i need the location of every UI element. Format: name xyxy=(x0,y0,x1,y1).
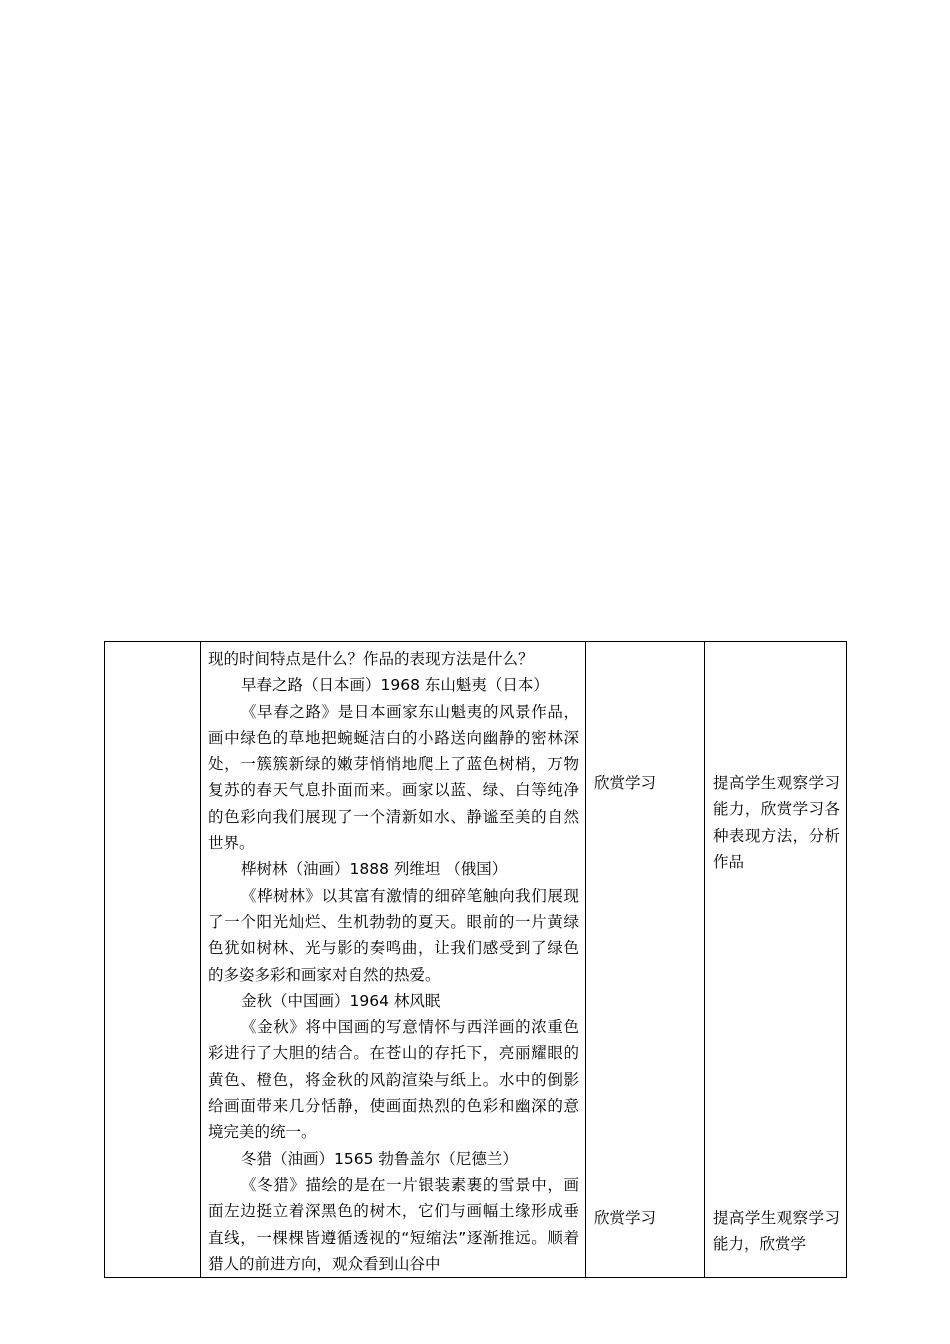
artwork-title: 桦树林（油画）1888 列维坦 （俄国） xyxy=(241,860,508,879)
artwork-title: 早春之路（日本画）1968 东山魁夷（日本） xyxy=(241,676,549,695)
lesson-plan-table xyxy=(104,641,847,1278)
activity-text: 欣赏学习 xyxy=(594,774,657,792)
purpose-cell xyxy=(705,642,847,1278)
activity-column xyxy=(586,642,704,1254)
purpose-text: 提高学生观察学习能力，欣赏学习各种表现方法，分析作品 xyxy=(713,774,840,871)
blank-cell xyxy=(105,642,201,1278)
paragraph: 《桦树林》以其富有激情的细碎笔触向我们展现了一个阳光灿烂、生机勃勃的夏天。眼前的一片黄绿色犹如树林、光与影的奏鸣曲，让我们感受到了绿色的多姿多彩和画家对自然的热爱。 xyxy=(208,886,579,984)
paragraph: 《早春之路》是日本画家东山魁夷的风景作品，画中绿色的草地把蜿蜒洁白的小路送向幽静的密林深处，一簇簇新绿的嫩芽悄悄地爬上了蓝色树梢，万物复苏的春天气息扑面而来。画家以蓝、绿、白等纯净的色彩向我们展现了一个清新如水、静谧至美的自然世界。 xyxy=(208,702,579,853)
activity-label xyxy=(594,770,698,796)
purpose-label xyxy=(713,770,840,875)
paragraph: 现的时间特点是什么？作品的表现方法是什么？ xyxy=(208,650,534,668)
table-row xyxy=(105,642,847,1278)
content-text xyxy=(201,642,585,1277)
purpose-label xyxy=(713,1205,840,1258)
paragraph: 《金秋》将中国画的写意情怀与西洋画的浓重色彩进行了大胆的结合。在苍山的存托下，亮丽耀眼的黄色、橙色，将金秋的风韵渲染与纸上。水中的倒影给画面带来几分恬静，使画面热烈的色彩和幽深的意境完美的统一。 xyxy=(208,1018,579,1142)
activity-label xyxy=(594,1205,698,1231)
purpose-text: 提高学生观察学习能力，欣赏学 xyxy=(713,1209,840,1254)
activity-cell xyxy=(586,642,705,1278)
activity-text: 欣赏学习 xyxy=(594,1209,657,1227)
artwork-title: 冬猎（油画）1565 勃鲁盖尔（尼德兰） xyxy=(241,1149,518,1168)
paragraph: 《冬猎》描绘的是在一片银装素裹的雪景中，画面左边挺立着深黑色的树木，它们与画幅土缘形成垂直线，一棵棵皆遵循透视的“短缩法”逐渐推远。顺着猎人的前进方向，观众看到山谷中 xyxy=(208,1175,579,1273)
artwork-title: 金秋（中国画）1964 林风眠 xyxy=(241,991,441,1010)
content-cell xyxy=(201,642,586,1278)
purpose-column xyxy=(705,642,846,1254)
